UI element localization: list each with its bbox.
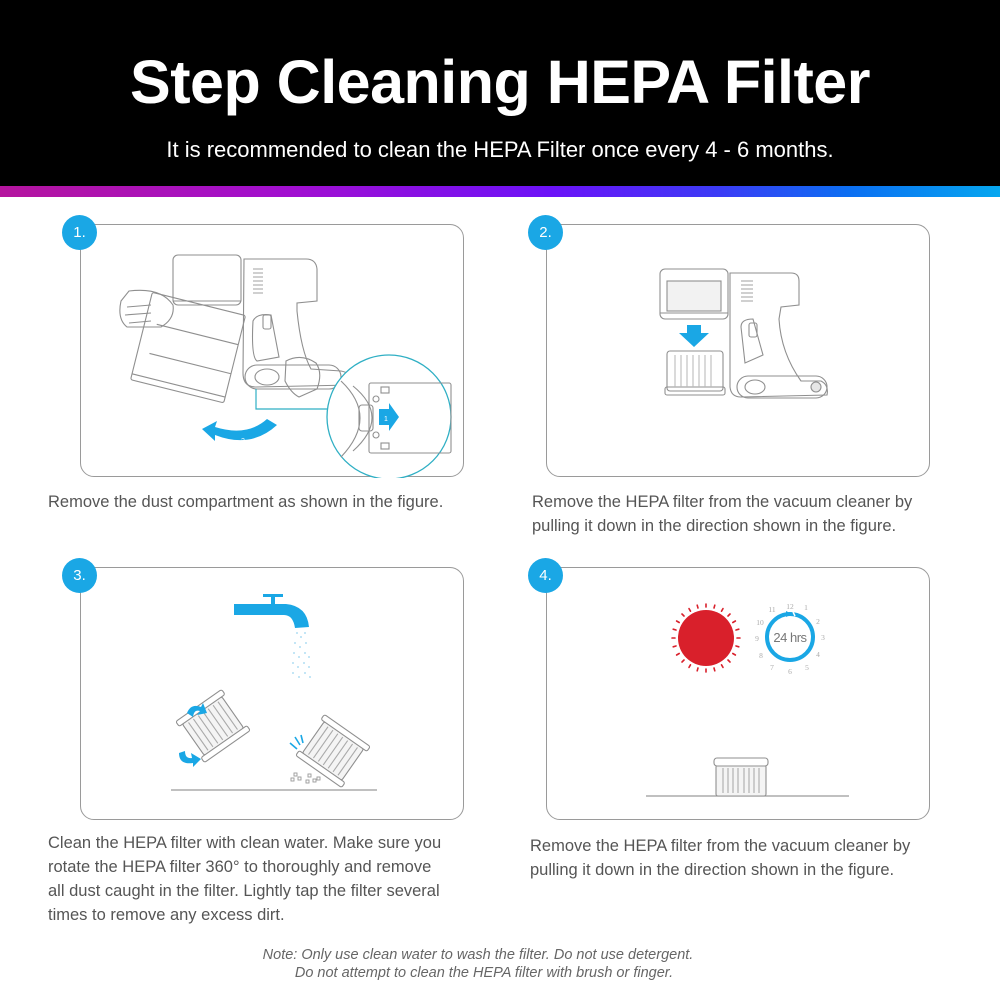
note-line-1: Note: Only use clean water to wash the filter. Do not use detergent. bbox=[262, 947, 694, 963]
step-1-badge: 1. bbox=[62, 215, 97, 250]
gradient-divider bbox=[0, 186, 1000, 197]
svg-text:24 hrs: 24 hrs bbox=[773, 630, 807, 645]
hepa-filter-icon bbox=[714, 758, 768, 796]
step-3-badge: 3. bbox=[62, 558, 97, 593]
svg-text:1: 1 bbox=[384, 416, 388, 423]
water-spray bbox=[292, 632, 311, 678]
svg-text:7: 7 bbox=[770, 663, 774, 672]
wash-filter-under-tap-illustration bbox=[81, 568, 465, 821]
svg-text:10: 10 bbox=[756, 618, 764, 627]
step-2-badge: 2. bbox=[528, 215, 563, 250]
step-2-description: Remove the HEPA filter from the vacuum cleaner by pulling it down in the direction shown in the figure. bbox=[532, 493, 913, 535]
svg-text:6: 6 bbox=[788, 667, 792, 676]
remove-dust-compartment-illustration bbox=[81, 225, 465, 478]
svg-text:5: 5 bbox=[805, 663, 809, 672]
pull-hepa-filter-down-illustration bbox=[547, 225, 931, 478]
header-banner bbox=[0, 0, 1000, 186]
step-3-panel bbox=[80, 567, 464, 820]
step-4-description: Remove the HEPA filter from the vacuum cleaner by pulling it down in the direction shown in the figure. bbox=[530, 837, 911, 879]
svg-text:11: 11 bbox=[768, 605, 776, 614]
clock-24hrs-icon bbox=[755, 602, 825, 676]
rotate-arrow-icon bbox=[179, 751, 201, 767]
svg-text:12: 12 bbox=[786, 602, 794, 611]
footer-note bbox=[0, 946, 956, 982]
note-line-2: Do not attempt to clean the HEPA filter with brush or finger. bbox=[294, 965, 674, 981]
svg-text:1: 1 bbox=[804, 603, 808, 612]
svg-text:4: 4 bbox=[816, 650, 820, 659]
impact-lines-icon bbox=[290, 735, 303, 749]
dirt-particles bbox=[291, 773, 320, 783]
dry-in-sun-24-hours-illustration bbox=[547, 568, 931, 821]
svg-text:2: 2 bbox=[816, 617, 820, 626]
svg-text:2: 2 bbox=[241, 438, 245, 445]
step-4-panel bbox=[546, 567, 930, 820]
page-title: Step Cleaning HEPA Filter bbox=[130, 48, 870, 116]
step-1-panel bbox=[80, 224, 464, 477]
step-1-description: Remove the dust compartment as shown in the figure. bbox=[48, 493, 444, 511]
page-subtitle: It is recommended to clean the HEPA Filter once every 4 - 6 months. bbox=[166, 137, 834, 162]
step-4-badge: 4. bbox=[528, 558, 563, 593]
svg-text:8: 8 bbox=[759, 651, 763, 660]
step-2-panel bbox=[546, 224, 930, 477]
svg-text:3: 3 bbox=[821, 633, 825, 642]
sun-icon bbox=[672, 604, 740, 672]
step-3-description: Clean the HEPA filter with clean water. Make sure you rotate the HEPA filter 360° to thoroughly and remove all dust caught in the filter. Lightly tap the filter several times to remove any excess dirt. bbox=[48, 834, 442, 924]
svg-text:9: 9 bbox=[755, 634, 759, 643]
